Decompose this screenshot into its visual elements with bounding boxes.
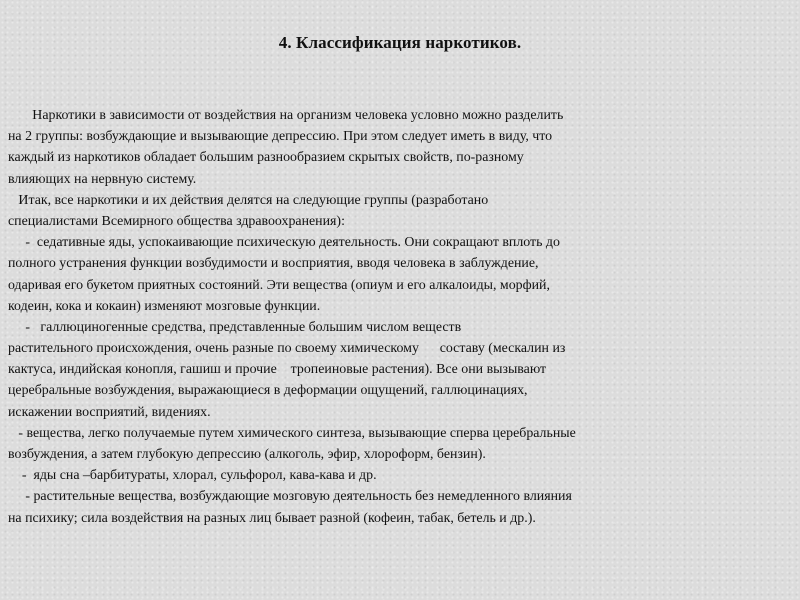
body-line: Наркотики в зависимости от воздействия на организм человека условно можно разделить	[8, 108, 564, 123]
slide-body-text	[8, 105, 778, 529]
body-line: - галлюциногенные средства, представленные большим числом веществ	[8, 319, 462, 335]
body-line: кодеин, кока и кокаин) изменяют мозговые функции.	[8, 298, 321, 314]
body-line: одаривая его букетом приятных состояний. Эти вещества (опиум и его алкалоиды, морфий,	[8, 277, 550, 293]
body-line: каждый из наркотиков обладает большим разнообразием скрытых свойств, по-разному	[8, 150, 524, 166]
body-line: растительного происхождения, очень разные по своему химическому составу (мескалин из	[8, 341, 566, 357]
slide-title: 4. Классификация наркотиков.	[278, 33, 522, 52]
body-line: специалистами Всемирного общества здравоохранения):	[8, 213, 345, 229]
body-line: церебральные возбуждения, выражающиеся в деформации ощущений, галлюцинациях,	[8, 383, 528, 399]
body-line: на 2 группы: возбуждающие и вызывающие депрессию. При этом следует иметь в виду, что	[8, 129, 553, 145]
body-line: кактуса, индийская конопля, гашиш и прочие тропеиновые растения). Все они вызывают	[8, 362, 547, 378]
body-line: - яды сна –барбитураты, хлорал, сульфорол, кава-кава и др.	[8, 468, 377, 484]
body-line: возбуждения, а затем глубокую депрессию (алкоголь, эфир, хлороформ, бензин).	[8, 447, 486, 462]
body-line: искажении восприятий, видениях.	[8, 404, 211, 420]
body-line: влияющих на нервную систему.	[8, 171, 197, 187]
body-line: полного устранения функции возбудимости и восприятия, вводя человека в заблуждение,	[8, 256, 539, 272]
body-line: - вещества, легко получаемые путем химического синтеза, вызывающие сперва церебральные	[8, 425, 576, 441]
body-line: на психику; сила воздействия на разных лиц бывает разной (кофеин, табак, бетель и др.).	[8, 510, 536, 526]
body-line: - растительные вещества, возбуждающие мозговую деятельность без немедленного влияния	[8, 489, 572, 505]
body-line: Итак, все наркотики и их действия делятся на следующие группы (разработано	[8, 192, 489, 208]
body-line: - седативные яды, успокаивающие психическую деятельность. Они сокращают вплоть до	[8, 235, 560, 251]
